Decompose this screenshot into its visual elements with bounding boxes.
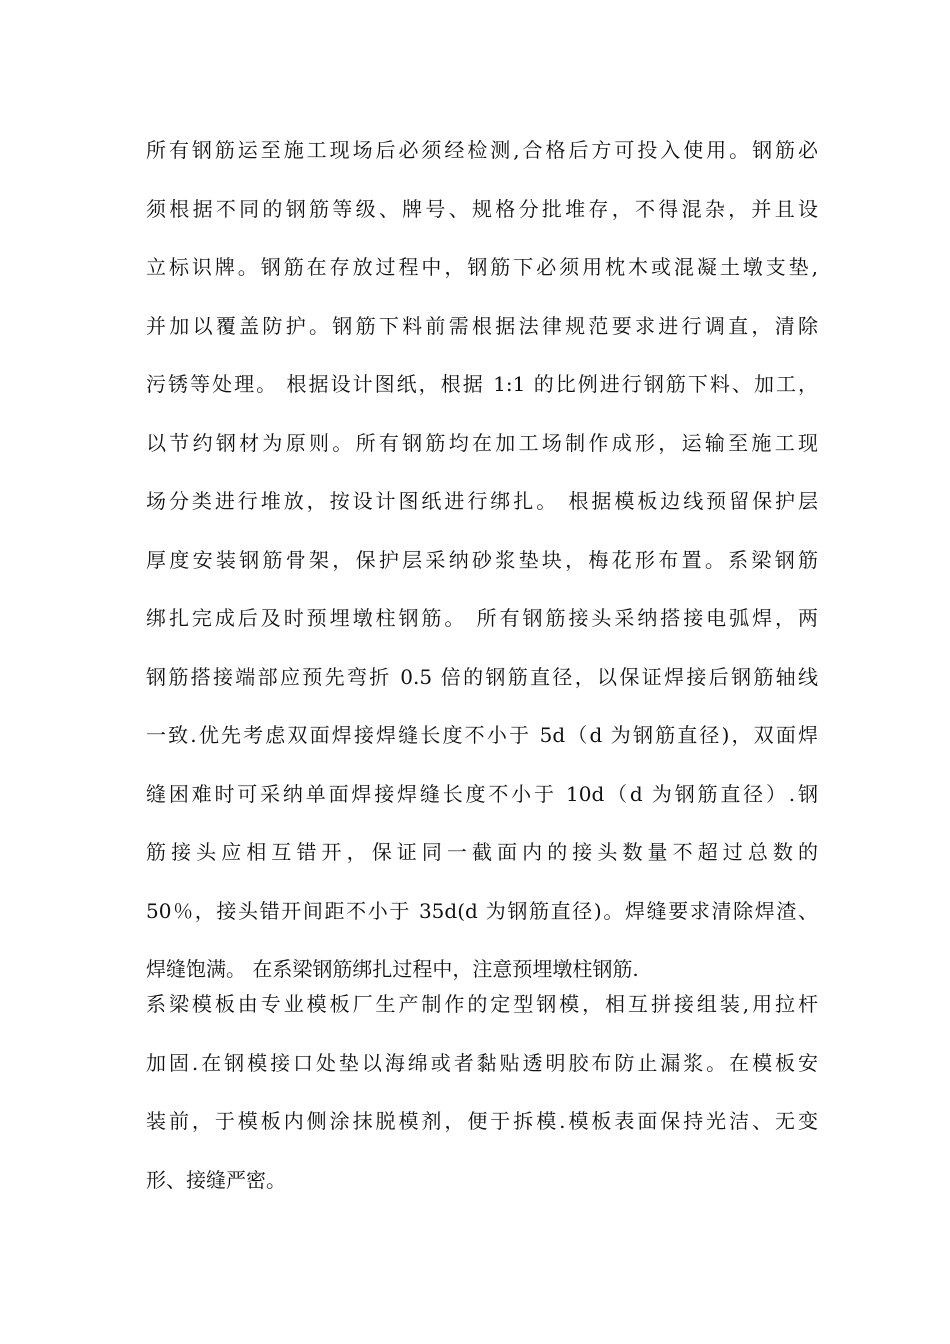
paragraph-formwork [146,975,818,1209]
text-line: 所有钢筋运至施工现场后必须经检测,合格后方可投入使用。钢筋必 [146,138,818,162]
text-line: 一致.优先考虑双面焊接焊缝长度不小于 5d（d 为钢筋直径)，双面焊 [146,723,818,747]
text-line: 形、接缝严密。 [146,1167,286,1192]
text-line: 焊缝饱满。 在系梁钢筋绑扎过程中，注意预埋墩柱钢筋. [146,957,639,981]
text-line: 50％，接头错开间距不小于 35d(d 为钢筋直径)。焊缝要求清除焊渣、 [146,898,818,923]
text-line: 装前，于模板内侧涂抹脱模剂，便于拆模.模板表面保持光洁、无变 [146,1109,818,1133]
paragraph-rebar [146,121,818,999]
text-line: 厚度安装钢筋骨架，保护层采纳砂浆垫块，梅花形布置。系梁钢筋 [146,547,818,572]
text-line: 立标识牌。钢筋在存放过程中，钢筋下必须用枕木或混凝土墩支垫, [146,255,818,279]
text-line: 筋接头应相互错开，保证同一截面内的接头数量不超过总数的 [146,840,818,864]
text-line: 须根据不同的钢筋等级、牌号、规格分批堆存，不得混杂，并且设 [146,196,818,221]
text-line: 绑扎完成后及时预埋墩柱钢筋。 所有钢筋接头采纳搭接电弧焊，两 [146,606,818,630]
text-line: 缝困难时可采纳单面焊接焊缝长度不小于 10d（d 为钢筋直径）.钢 [146,781,818,806]
text-line: 系梁模板由专业模板厂生产制作的定型钢模，相互拼接组装,用拉杆 [146,992,818,1016]
text-line: 并加以覆盖防护。钢筋下料前需根据法律规范要求进行调直，清除 [146,313,818,338]
text-line: 加固.在钢模接口处垫以海绵或者黏贴透明胶布防止漏浆。在模板安 [146,1050,818,1075]
text-line: 以节约钢材为原则。所有钢筋均在加工场制作成形，运输至施工现 [146,430,818,455]
text-line: 钢筋搭接端部应预先弯折 0.5 倍的钢筋直径，以保证焊接后钢筋轴线 [146,664,818,689]
text-line: 污锈等处理。 根据设计图纸，根据 1:1 的比例进行钢筋下料、加工， [146,372,818,396]
text-line: 场分类进行堆放，按设计图纸进行绑扎。 根据模板边线预留保护层 [146,489,818,513]
